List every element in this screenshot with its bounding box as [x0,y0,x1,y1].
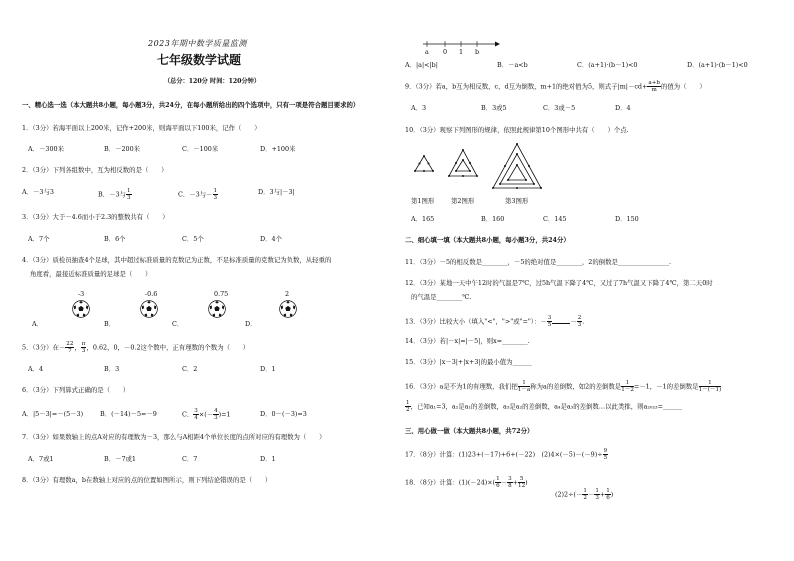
q6-option-c: C． $\frac{3}{4}$ ×(－ $\frac{4}{3}$ )=1 [182,408,231,421]
question-4-line-1: 4．（3分）质检员抽查4个足球，其中超过标准质量的克数记为正数，不足标准质量的克数记为负数，从轻重的 [22,256,332,264]
question-12-line-2: 的气温是________℃. [411,293,472,301]
q10-option-a: A．165 [411,215,435,223]
soccer-ball-icon [279,300,297,318]
question-5: 5．（3分）在－ $\frac{22}{7}$ ， $\frac{\pi}{3}$ ，0.62，0，－0.2这个数中，正有理数的个数为（ ） [22,341,250,354]
question-18-part-1: 18．（8分）计算：(1)(－24)×( $\frac{1}{6}$ － $\frac{3}{8}$ + $\frac{5}{12}$ ) [405,476,528,489]
right-column [397,0,794,561]
q3-option-a: A．7个 [28,235,50,243]
exam-info: （总分：120分 时间：120分钟） [164,78,261,85]
q10-option-b: B．160 [481,215,505,223]
section-2-heading: 二、细心填一填（本大题共8小题，每小题3分，共24分） [405,236,570,244]
q4-option-b: B． [104,320,116,328]
q8-option-c: C．(a+1)·(b－1)<0 [577,61,638,69]
question-9: 9．（3分）若a，b互为相反数，c，d互为倒数，m+1的绝对值为5，则式子|m|－cd+ $\frac{a+b}{m}$ 的值为（ ） [405,80,706,93]
question-16-line-2: $\frac{1}{2}$ ，已知a₁=3，a₂是a₁的差倒数，a₃是a₂的差倒数，a₄是a₃的差倒数…以此类推，则a₂₀₂₃=______ [406,400,683,413]
ball-b-label: -0.6 [145,290,158,298]
q7-option-d: D．1 [260,455,276,463]
question-15: 15．（3分）|x－3|+|x+3|的最小值为______ [405,358,532,366]
question-16-line-1: 16．（3分）a是不为1的有理数，我们把 $\frac{1}{1-a}$ 称为a的差倒数，如2的差倒数是 $\frac{1}{1-2}$ =－1，－1的差倒数是 $\frac{1}{1-(-1)}$ [405,380,722,393]
subject-title: 七年级数学试题 [157,53,242,67]
q4-option-c: C． [172,320,184,328]
numline-0: 0 [443,48,448,56]
question-13: 13．（3分）比较大小（填入"<"，">"或"="）：－ $\frac{3}{5}$ － $\frac{2}{3}$ . [405,315,585,328]
q9-option-c: C．3或－5 [543,104,576,112]
question-10: 10．（3分）观察下列图形的规律，依照此规律第10个图形中共有（ ）个点. [405,126,629,134]
figure-1-label: 第1图形 [411,197,435,205]
q9-option-a: A．3 [411,104,427,112]
ball-c-label: 0.75 [214,290,229,298]
q5-option-d: D．1 [260,365,276,373]
question-7: 7．（3分）如果数轴上的点A对应的有理数为－3，那么与A相距4个单位长度的点所对应的有理数为（ ） [22,433,326,441]
question-2: 2．（3分）下列各组数中，互为相反数的是（ ） [22,166,168,174]
q9-option-d: D．4 [615,104,631,112]
q6-option-a: A．|5－3|=－(5－3) [22,410,84,418]
soccer-ball-icon [140,300,158,318]
question-18-part-2: (2)2÷(－ $\frac{1}{2}$ － $\frac{1}{3}$ + $\frac{1}{6}$ ) [555,488,614,501]
q10-option-d: D．150 [615,215,639,223]
q5-option-c: C．2 [182,365,198,373]
q3-option-c: C．5个 [182,235,204,243]
soccer-ball-icon [72,300,90,318]
exam-title: 2023年期中数学质量监测 [148,39,247,48]
q6-option-d: D．0－(－3)=3 [260,410,307,418]
question-4-line-2: 角度看，最接近标准质量的足球是（ ） [30,270,152,278]
question-3: 3．（3分）大于－4.6而小于2.3的整数共有（ ） [22,213,169,221]
q8-option-a: A．|a|<|b| [405,61,438,69]
q5-option-a: A．4 [28,365,44,373]
q1-option-a: A．－300米 [28,145,64,153]
q4-option-d: D． [245,320,257,328]
q3-option-b: B．6个 [104,235,126,243]
soccer-ball-icon [208,300,226,318]
q7-option-c: C．7 [182,455,198,463]
question-6: 6．（3分）下列算式正确的是（ ） [22,386,130,394]
question-1: 1．（3分）若海平面以上200米，记作+200米，则海平面以下100米，记作（ ） [22,124,261,132]
q2-option-b: B．－3与 $\frac{1}{3}$ [98,188,131,201]
ball-d-label: 2 [285,290,290,298]
question-14: 14．（3分）若|－x|=|－5|，则x=________. [405,337,530,345]
q1-option-c: C．－100米 [182,145,219,153]
q1-option-b: B．－200米 [104,145,141,153]
q7-option-b: B．－7或1 [104,455,136,463]
q2-option-d: D．3与|－3| [258,188,295,196]
question-8: 8．（3分）有理数a，b在数轴上对应的点的位置如图所示，则下列结论错误的是（ ） [22,476,272,484]
figure-3-label: 第3图形 [505,197,529,205]
section-3-heading: 三、用心做一做（本大题共8小题，共72分） [405,427,534,435]
figure-2-label: 第2图形 [451,197,475,205]
question-17: 17．（8分）计算：(1)23+(－17)+6+(－22) (2)4×(－5)－(－9)÷ $\frac{9}{5}$ [405,448,608,461]
numline-a: a [425,48,429,56]
ball-a-label: -3 [78,290,85,298]
q5-option-b: B．3 [104,365,120,373]
numline-1: 1 [459,48,464,56]
q4-option-a: A． [32,320,44,328]
numline-b: b [475,48,480,56]
q9-option-b: B．3或5 [481,104,507,112]
q3-option-d: D．4个 [260,235,282,243]
q8-option-d: D．(a+1)·(b－1)<0 [687,61,748,69]
q7-option-a: A．7或1 [28,455,54,463]
q6-option-b: B．(－14)－5=－9 [100,410,157,418]
question-12-line-1: 12．（3分）某地一天中午12时的气温是7℃，过5h气温下降了4℃，又过了7h气温又下降了4℃，第二天0时 [405,279,713,287]
q8-option-b: B．－a<b [497,61,528,69]
q2-option-a: A．－3与3 [22,188,54,196]
q2-option-c: C．－3与－ $\frac{1}{3}$ [178,188,218,201]
section-1-heading: 一、精心选一选（本大题共8小题，每小题3分，共24分，在每小题所给出的四个选项中，只有一项是符合题目要求的） [22,101,360,109]
q1-option-d: D．+100米 [260,145,296,153]
question-11: 11．（3分）－5的相反数是________，－5的绝对值是________，2的倒数是________________. [405,258,672,266]
q10-option-c: C．145 [543,215,567,223]
triangle-pattern-figure [409,140,579,200]
